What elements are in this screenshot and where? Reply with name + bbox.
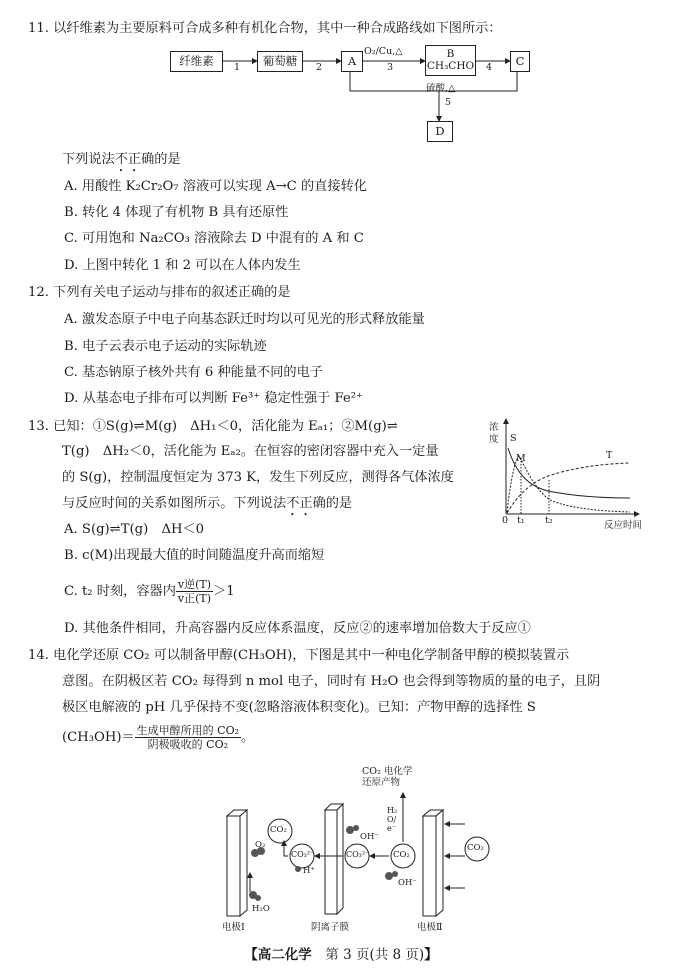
q14-oh-membrane: OH⁻ (360, 832, 379, 842)
step-1: 1 (234, 62, 241, 73)
q14-cell-diagram (210, 766, 500, 938)
q12-option-d: D. 从基态电子排布可以判断 Fe³⁺ 稳定性强于 Fe²⁺ (64, 391, 364, 406)
node-b-formula: CH₃CHO (426, 60, 475, 72)
chart-origin: 0 (502, 515, 509, 526)
q14-electrode-2: 电极Ⅱ (417, 922, 443, 933)
step-5-condition: 硫酸,△ (426, 83, 456, 94)
q13-line-3: 的 S(g)，控制温度恒定为 373 K，发生下列反应，测得各气体浓度 (62, 470, 454, 485)
node-a: A (341, 51, 363, 72)
step-3-condition: O₂/Cu,△ (364, 46, 403, 57)
q13-option-b: B. c(M)出现最大值的时间随温度升高而缩短 (64, 548, 325, 563)
page-footer: 【高二化学 第 3 页(共 8 页)】 (244, 947, 438, 963)
q13-line-4: 与反应时间的关系如图所示。下列说法不正确的是 (62, 496, 353, 511)
q14-h2o-electron: H₂O/e⁻ (387, 806, 398, 833)
node-d: D (427, 121, 453, 142)
q14-co2-external: CO₂ (467, 843, 484, 853)
q12-option-c: C. 基态钠原子核外共有 6 种能量不同的电子 (64, 365, 323, 380)
q14-h-plus: H⁺ (303, 866, 315, 876)
step-4: 4 (486, 62, 493, 73)
q12-option-b: B. 电子云表示电子运动的实际轨迹 (64, 339, 267, 354)
q13-option-a: A. S(g)⇌T(g) ΔH＜0 (64, 522, 205, 537)
q14-line-1: 14. 电化学还原 CO₂ 可以制备甲醇(CH₃OH)，下图是其中一种电化学制备甲醇的模拟装置示 (28, 648, 570, 663)
node-c: C (510, 51, 530, 72)
q12-stem: 12. 下列有关电子运动与排布的叙述正确的是 (28, 285, 291, 300)
q13-line-2: T(g) ΔH₂＜0，活化能为 Eₐ₂。在恒容的密闭容器中充入一定量 (62, 444, 439, 459)
q13-concentration-chart (488, 418, 658, 530)
chart-label-m: M (516, 453, 526, 464)
q14-h2o: H₂O (252, 904, 270, 914)
q13-rate-ratio: $\frac{\text{v逆(T)}}{\text{v正(T)}}$ (177, 578, 212, 605)
q11-prompt: 下列说法不正确的是 (62, 152, 181, 167)
q14-co3-right: CO₃²⁻ (346, 850, 370, 859)
q11-arrows (0, 0, 682, 150)
q11-option-d: D. 上图中转化 1 和 2 可以在人体内发生 (64, 258, 301, 273)
q11-option-b: B. 转化 4 体现了有机物 B 具有还原性 (64, 205, 289, 220)
q14-o2: O₂ (255, 840, 266, 850)
chart-ylabel: 浓度 (489, 422, 499, 445)
q14-co3-left: CO₃²⁻ (291, 850, 315, 859)
node-cellulose: 纤维素 (170, 51, 223, 72)
node-b (425, 45, 476, 76)
q14-product-label: CO₂ 电化学 还原产物 (362, 766, 413, 788)
node-b-label: B (446, 48, 455, 60)
q14-co2-top: CO₂ (270, 825, 287, 835)
q14-electrode-1: 电极Ⅰ (222, 922, 245, 933)
chart-xlabel: 反应时间 (604, 520, 643, 531)
q12-option-a: A. 激发态原子中电子向基态跃迁时均以可见光的形式释放能量 (64, 312, 425, 327)
q14-membrane: 阴离子膜 (311, 922, 350, 933)
q11-stem: 11. 以纤维素为主要原料可合成多种有机化合物，其中一种合成路线如下图所示： (28, 21, 502, 36)
q13-option-d: D. 其他条件相同，升高容器内反应体系温度，反应②的速率增加倍数大于反应① (64, 621, 531, 636)
q13-option-c: C. t₂ 时刻，容器内 $\frac{\text{v逆(T)}}{\text{v正(T)}}$ ＞1 (64, 578, 235, 605)
chart-label-s: S (510, 433, 517, 444)
q13-line-1: 13. 已知：①S(g)⇌M(g) ΔH₁＜0，活化能为 Eₐ₁；②M(g)⇌ (28, 419, 398, 434)
chart-label-t: T (606, 450, 613, 461)
chart-t1: t₁ (517, 515, 525, 526)
step-3: 3 (387, 62, 394, 73)
step-5: 5 (445, 97, 452, 108)
q14-line-2: 意图。在阴极区若 CO₂ 每得到 n mol 电子，同时有 H₂O 也会得到等物质的量的电子，且阴 (62, 674, 601, 689)
q11-option-c: C. 可用饱和 Na₂CO₃ 溶液除去 D 中混有的 A 和 C (64, 231, 364, 246)
step-2: 2 (316, 62, 323, 73)
q14-selectivity-fraction: $\frac{\text{生成甲醇所用的 CO₂}}{\text{阴极吸收的 CO₂}}$ (136, 724, 240, 751)
q11-synthesis-diagram (0, 0, 682, 150)
chart-t2: t₂ (545, 515, 553, 526)
q14-oh-cathode: OH⁻ (398, 878, 417, 888)
q14-co2-cathode: CO₂ (393, 850, 410, 860)
q14-line-4: (CH₃OH)＝ $\frac{\text{生成甲醇所用的 CO₂}}{\text{阴极吸收的 CO₂}}$ 。 (62, 724, 255, 751)
q11-option-a: A. 用酸性 K₂Cr₂O₇ 溶液可以实现 A→C 的直接转化 (64, 179, 367, 194)
node-glucose: 葡萄糖 (257, 51, 303, 72)
q14-line-3: 极区电解液的 pH 几乎保持不变(忽略溶液体积变化)。已知：产物甲醇的选择性 S (62, 700, 536, 715)
